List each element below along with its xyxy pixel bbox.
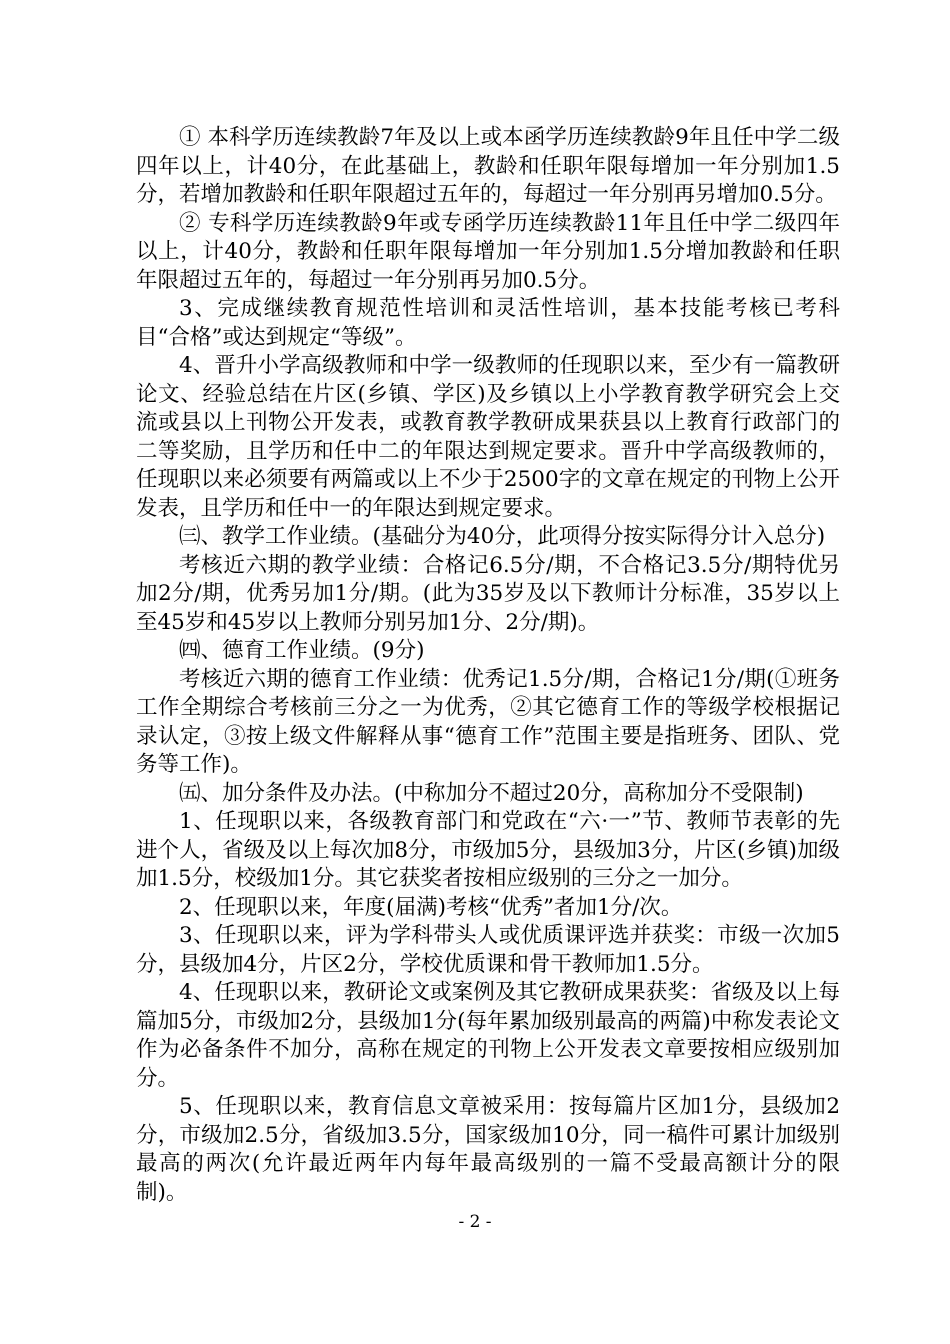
paragraph-bonus-1: 1、任现职以来，各级教育部门和党政在“六·一”节、教师节表彰的先进个人，省级及以上每次加8分，市级加5分，县级加3分，片区(乡镇)加级加1.5分，校级加1分。其它获奖者按相应级别的三分之一加分。 xyxy=(136,809,840,891)
paragraph-continuing-education: 3、完成继续教育规范性培训和灵活性培训，基本技能考核已考科目“合格”或达到规定“等级”。 xyxy=(136,296,840,350)
section-heading-teaching: ㈢、教学工作业绩。(基础分为40分，此项得分按实际得分计入总分) xyxy=(179,524,826,549)
paragraph-bonus-3: 3、任现职以来，评为学科带头人或优质课评选并获奖：市级一次加5分，县级加4分，片区2分，学校优质课和骨干教师加1.5分。 xyxy=(136,923,840,977)
paragraph-moral-education: 考核近六期的德育工作业绩：优秀记1.5分/期，合格记1分/期(①班务工作全期综合考核前三分之一为优秀，②其它德育工作的等级学校根据记录认定，③按上级文件解释从事“德育工作”范围主要是指班务、团队、党务等工作)。 xyxy=(136,666,840,777)
section-heading-moral-education: ㈣、德育工作业绩。(9分) xyxy=(179,638,425,663)
paragraph-bonus-2: 2、任现职以来，年度(届满)考核“优秀”者加1分/次。 xyxy=(179,894,683,920)
paragraph-bonus-5: 5、任现职以来，教育信息文章被采用：按每篇片区加1分，县级加2分，市级加2.5分，省级加3.5分，国家级加10分，同一稿件可累计加级别最高的两次(允许最近两年内每年最高级别的一篇不受最高额计分的限制)。 xyxy=(136,1094,840,1205)
document-body xyxy=(136,124,840,1207)
paragraph-item-1-bachelor: ① 本科学历连续教龄7年及以上或本函学历连续教龄9年且任中学二级四年以上，计40分，在此基础上，教龄和任职年限每增加一年分别加1.5分，若增加教龄和任职年限超过五年的，每超过一年分别再另增加0.5分。 xyxy=(136,125,840,207)
paragraph-research-papers: 4、晋升小学高级教师和中学一级教师的任现职以来，至少有一篇教研论文、经验总结在片区(乡镇、学区)及乡镇以上小学教育教学研究会上交流或县以上刊物公开发表，或教育教学教研成果获县以上教育行政部门的二等奖励，且学历和任中二的年限达到规定要求。晋升中学高级教师的，任现职以来必须要有两篇或以上不少于2500字的文章在规定的刊物上公开发表，且学历和任中一的年限达到规定要求。 xyxy=(136,353,840,521)
paragraph-item-2-college: ② 专科学历连续教龄9年或专函学历连续教龄11年且任中学二级四年以上，计40分，教龄和任职年限每增加一年分别加1.5分增加教龄和任职年限超过五年的，每超过一年分别再另加0.5分。 xyxy=(136,210,840,293)
paragraph-teaching-performance: 考核近六期的教学业绩：合格记6.5分/期，不合格记3.5分/期特优另加2分/期，优秀另加1分/期。(此为35岁及以下教师计分标准，35岁以上至45岁和45岁以上教师分别另加1分、2分/期)。 xyxy=(136,552,840,635)
section-heading-bonus: ㈤、加分条件及办法。(中称加分不超过20分，高称加分不受限制) xyxy=(179,780,804,806)
paragraph-bonus-4: 4、任现职以来，教研论文或案例及其它教研成果获奖：省级及以上每篇加5分，市级加2分，县级加1分(每年累加级别最高的两篇)中称发表论文作为必备条件不加分，高称在规定的刊物上公开发表文章要按相应级别加分。 xyxy=(136,980,840,1091)
page-number: - 2 - xyxy=(458,1212,492,1232)
